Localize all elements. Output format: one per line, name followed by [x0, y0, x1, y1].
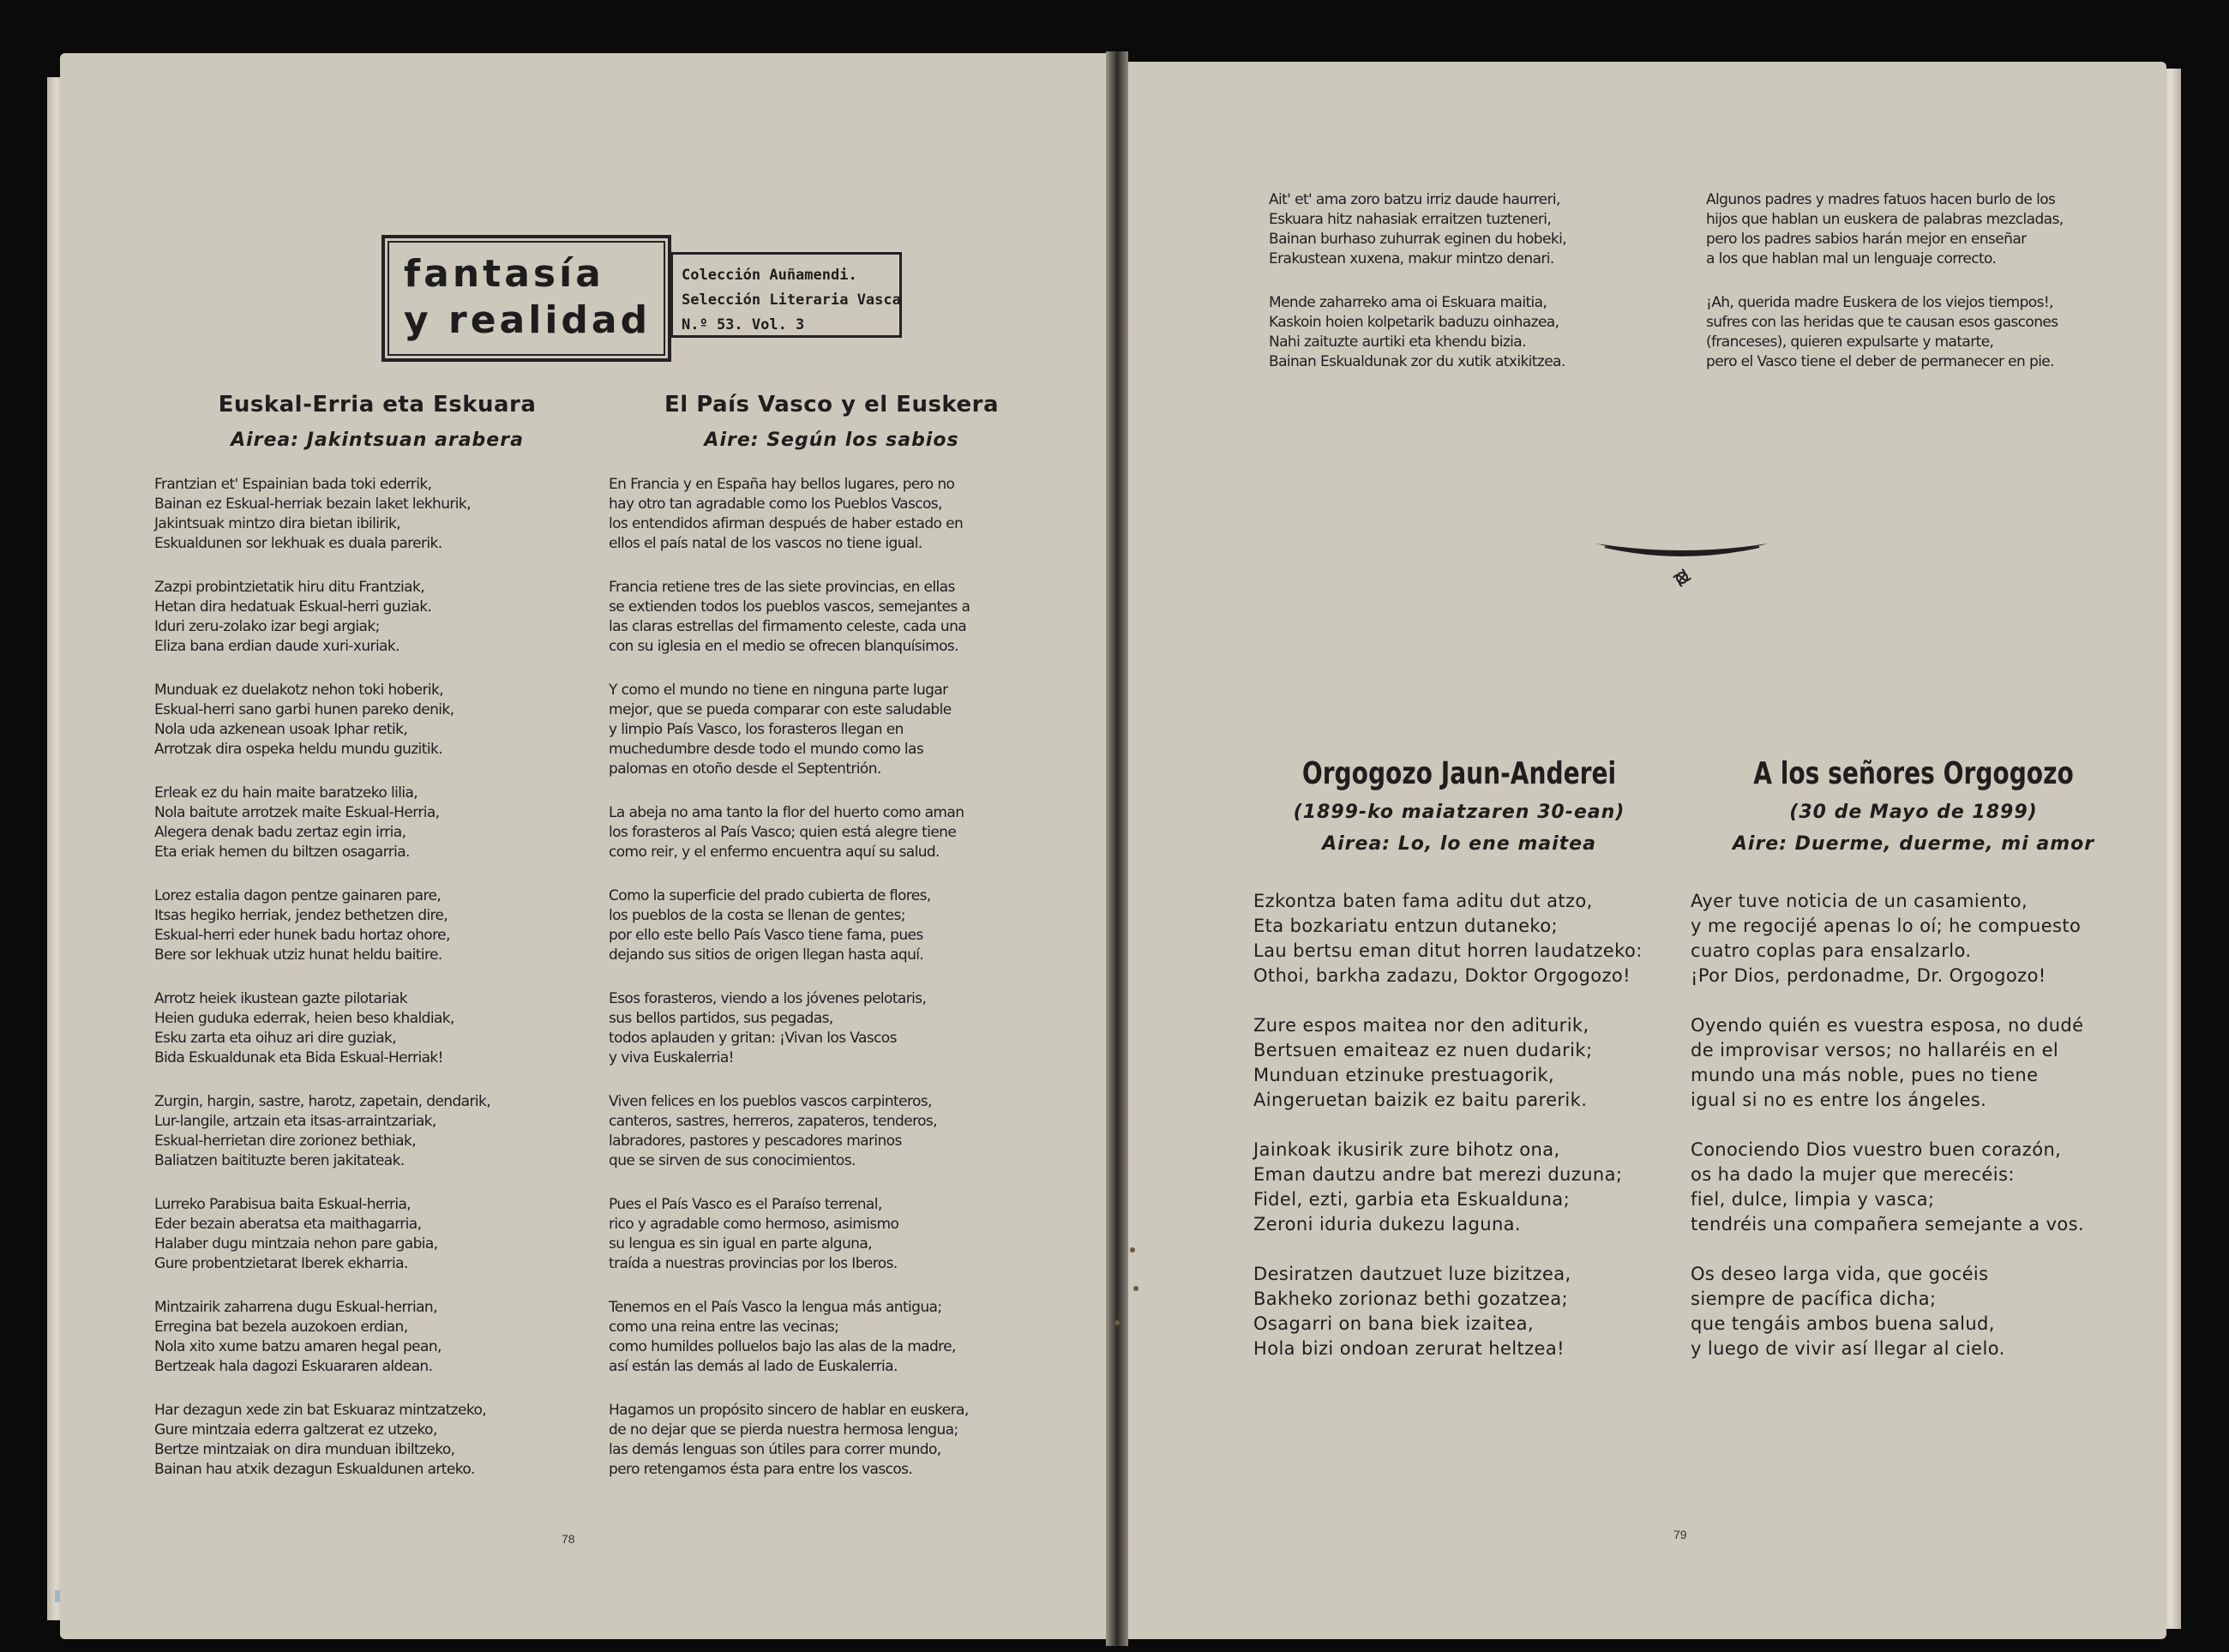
verse-line: a los que hablan mal un lenguaje correcto. [1706, 250, 1997, 267]
verse-line: pero los padres sabios harán mejor en enseñar [1706, 231, 2027, 248]
stanzas [1253, 889, 1665, 1361]
verse-line: Eliza bana erdian daude xuri-xuriak. [154, 638, 400, 655]
verse-line: (franceses), quieren expulsarte y matarte, [1706, 333, 1994, 351]
verse-line: Lur-langile, artzain eta itsas-arraintzariak, [154, 1113, 436, 1130]
verse-line: muchedumbre desde todo el mundo como las [609, 741, 924, 758]
verse-line: Gure probentzietarat Iberek ekharria. [154, 1255, 408, 1272]
verse-line: Halaber dugu mintzaia nehon pare gabia, [154, 1235, 438, 1253]
verse-line: los forasteros al País Vasco; quien está alegre tiene [609, 824, 957, 841]
stanza [154, 681, 600, 760]
poem-column-spanish [1691, 756, 2136, 1386]
stanza [609, 1092, 1054, 1171]
verse-line: Eskual-herrietan dire zorionez bethiak, [154, 1132, 416, 1150]
page-number: 78 [562, 1532, 575, 1546]
verse-line: pero el Vasco tiene el deber de permanecer en pie. [1706, 353, 2054, 370]
masthead-line1: fantasía [404, 252, 604, 296]
verse-line: Nola uda azkenean usoak Iphar retik, [154, 721, 408, 738]
verse-line: Osagarri on bana biek izaitea, [1253, 1313, 1535, 1334]
verse-line: Ait' et' ama zoro batzu irriz daude haurreri, [1269, 191, 1560, 208]
poem-title: El País Vasco y el Euskera [664, 392, 1000, 418]
verse-line: Tenemos en el País Vasco la lengua más antigua; [609, 1299, 942, 1316]
stanza [1269, 293, 1663, 372]
stanza [154, 1401, 600, 1480]
verse-line: Erleak ez du hain maite baratzeko lilia, [154, 784, 418, 802]
verse-line: Oyendo quién es vuestra esposa, no dudé [1691, 1015, 2084, 1036]
verse-line: Nola xito xume batzu amaren hegal pean, [154, 1338, 442, 1355]
verse-line: Bakheko zorionaz bethi gozatzea; [1253, 1289, 1568, 1309]
poem-column-basque [1253, 756, 1665, 1386]
verse-line: Bida Eskualdunak eta Bida Eskual-Herriak! [154, 1049, 443, 1066]
verse-line: Hagamos un propósito sincero de hablar en euskera, [609, 1402, 969, 1419]
verse-line: Bainan hau atxik dezagun Eskualdunen arteko. [154, 1461, 475, 1478]
stanza [609, 989, 1054, 1068]
verse-line: ellos el país natal de los vascos no tiene igual. [609, 535, 922, 552]
stanza [1691, 1138, 2136, 1237]
verse-line: Alegera denak badu zertaz egin irria, [154, 824, 406, 841]
collection-line: N.º 53. Vol. 3 [682, 316, 805, 333]
stanzas [1269, 190, 1663, 372]
stanza [1691, 1013, 2136, 1113]
stanzas [1706, 190, 2118, 372]
verse-line: Arrotzak dira ospeka heldu mundu guzitik. [154, 741, 443, 758]
verse-line: Heien guduka ederrak, heien beso khaldiak, [154, 1010, 454, 1027]
verse-line: por ello este bello País Vasco tiene fama, pues [609, 927, 923, 944]
poem-column-basque [154, 392, 600, 1504]
verse-line: Arrotz heiek ikustean gazte pilotariak [154, 990, 407, 1007]
verse-line: y luego de vivir así llegar al cielo. [1691, 1338, 2005, 1359]
stanza [609, 1195, 1054, 1274]
stanza [1691, 889, 2136, 988]
verse-line: traída a nuestras provincias por los Iberos. [609, 1255, 898, 1272]
verse-line: se extienden todos los pueblos vascos, semejantes a [609, 598, 970, 616]
verse-line: y viva Euskalerria! [609, 1049, 734, 1066]
verse-line: los entendidos afirman después de haber estado en [609, 515, 964, 532]
verse-line: hijos que hablan un euskera de palabras mezcladas, [1706, 211, 2064, 228]
verse-line: que se sirven de sus conocimientos. [609, 1152, 856, 1169]
verse-line: sus bellos partidos, sus pegadas, [609, 1010, 833, 1027]
poem-date: (30 de Mayo de 1899) [1789, 802, 2038, 823]
verse-line: Nola baitute arrotzek maite Eskual-Herria, [154, 804, 440, 821]
verse-line: Eskual-herri eder hunek badu hortaz ohore, [154, 927, 450, 944]
verse-line: tendréis una compañera semejante a vos. [1691, 1214, 2085, 1234]
verse-line: Bertsuen emaiteaz ez nuen dudarik; [1253, 1040, 1593, 1060]
verse-line: Othoi, barkha zadazu, Doktor Orgogozo! [1253, 965, 1631, 986]
masthead-box [382, 235, 671, 362]
stanzas [609, 475, 1054, 1480]
verse-line: Zurgin, hargin, sastre, harotz, zapetain, dendarik, [154, 1093, 491, 1110]
verse-line: Algunos padres y madres fatuos hacen burlo de los [1706, 191, 2056, 208]
page-number: 79 [1673, 1528, 1687, 1541]
poem-air: Aire: Según los sabios [704, 430, 959, 451]
verse-line: sufres con las heridas que te causan esos gascones [1706, 314, 2058, 331]
verse-line: Bainan burhaso zuhurrak eginen du hobeki, [1269, 231, 1567, 248]
verse-line: de no dejar que se pierda nuestra hermosa lengua; [609, 1421, 958, 1439]
verse-line: os ha dado la mujer que merecéis: [1691, 1164, 2015, 1185]
stanza [1706, 190, 2118, 269]
stanza [1706, 293, 2118, 372]
verse-line: Pues el País Vasco es el Paraíso terrenal, [609, 1196, 882, 1213]
verse-line: Desiratzen dautzuet luze bizitzea, [1253, 1264, 1571, 1284]
stanza [154, 578, 600, 657]
verse-line: Francia retiene tres de las siete provincias, en ellas [609, 579, 955, 596]
verse-line: y me regocijé apenas lo oí; he compuesto [1691, 916, 2082, 936]
verse-line: canteros, sastres, herreros, zapateros, tenderos, [609, 1113, 937, 1130]
verse-line: y limpio País Vasco, los forasteros llegan en [609, 721, 904, 738]
verse-line: labradores, pastores y pescadores marinos [609, 1132, 902, 1150]
verse-line: Lurreko Parabisua baita Eskual-herria, [154, 1196, 412, 1213]
verse-line: igual si no es entre los ángeles. [1691, 1090, 1987, 1110]
verse-line: con su iglesia en el medio se ofrecen blanquísimos. [609, 638, 958, 655]
verse-line: Eta bozkariatu entzun dutaneko; [1253, 916, 1558, 936]
verse-line: Lau bertsu eman ditut horren laudatzeko: [1253, 940, 1643, 961]
collection-line: Colección Auñamendi. [682, 267, 857, 284]
verse-line: rico y agradable como hermoso, asimismo [609, 1216, 899, 1233]
verse-line: Har dezagun xede zin bat Eskuaraz mintzatzeko, [154, 1402, 487, 1419]
verse-line: las claras estrellas del firmamento celeste, cada una [609, 618, 967, 635]
stanza [1269, 190, 1663, 269]
stanza [1253, 1262, 1665, 1361]
verse-line: Erakustean xuxena, makur mintzo denari. [1269, 250, 1554, 267]
verse-line: Erregina bat bezela auzokoen erdian, [154, 1319, 408, 1336]
verse-line: ¡Por Dios, perdonadme, Dr. Orgogozo! [1691, 965, 2046, 986]
verse-line: pero retengamos ésta para entre los vascos. [609, 1461, 913, 1478]
verse-line: como una reina entre las vecinas; [609, 1319, 839, 1336]
verse-line: de improvisar versos; no hallaréis en el [1691, 1040, 2059, 1060]
poem-date: (1899-ko maiatzaren 30-ean) [1293, 802, 1625, 823]
collection-line: Selección Literaria Vasca [682, 291, 901, 309]
verse-line: Viven felices en los pueblos vascos carpinteros, [609, 1093, 932, 1110]
verse-line: todos aplauden y gritan: ¡Vivan los Vascos [609, 1030, 897, 1047]
left-page [60, 53, 1114, 1639]
verse-line: Frantzian et' Espainian bada toki ederrik, [154, 476, 432, 493]
verse-line: Ayer tuve noticia de un casamiento, [1691, 891, 2028, 911]
verse-line: Zazpi probintzietatik hiru ditu Frantziak, [154, 579, 425, 596]
verse-line: Baliatzen baitituzte beren jakitateak. [154, 1152, 405, 1169]
verse-line: Os deseo larga vida, que gocéis [1691, 1264, 1989, 1284]
verse-line: En Francia y en España hay bellos lugares, pero no [609, 476, 955, 493]
verse-line: Eta eriak hemen du biltzen osagarria. [154, 844, 410, 861]
stanza [609, 1401, 1054, 1480]
verse-line: Bertzeak hala dagozi Eskuararen aldean. [154, 1358, 433, 1375]
verse-line: Jainkoak ikusirik zure bihotz ona, [1253, 1139, 1560, 1160]
continuation-column-basque [1269, 190, 1663, 396]
verse-line: palomas en otoño desde el Septentrión. [609, 760, 881, 778]
verse-line: Zure espos maitea nor den aditurik, [1253, 1015, 1589, 1036]
verse-line: Kaskoin hoien kolpetarik baduzu oinhazea, [1269, 314, 1559, 331]
verse-line: Aingeruetan baizik ez baitu parerik. [1253, 1090, 1588, 1110]
verse-line: que tengáis ambos buena salud, [1691, 1313, 1995, 1334]
verse-line: Bertze mintzaiak on dira munduan ibiltzeko, [154, 1441, 455, 1458]
masthead-line2: y realidad [404, 298, 652, 342]
verse-line: como humildes polluelos bajo las alas de la madre, [609, 1338, 956, 1355]
verse-line: Hola bizi ondoan zerurat heltzea! [1253, 1338, 1565, 1359]
verse-line: Como la superficie del prado cubierta de flores, [609, 887, 931, 904]
poem-air: Airea: Lo, lo ene maitea [1322, 833, 1596, 855]
verse-line: Y como el mundo no tiene en ninguna parte lugar [609, 682, 948, 699]
verse-line: Zeroni iduria dukezu laguna. [1253, 1214, 1522, 1234]
verse-line: Bainan Eskualdunak zor du xutik atxikitzea. [1269, 353, 1565, 370]
verse-line: Eder bezain aberatsa eta maithagarria, [154, 1216, 422, 1233]
verse-line: siempre de pacífica dicha; [1691, 1289, 1937, 1309]
verse-line: Fidel, ezti, garbia eta Eskualduna; [1253, 1189, 1571, 1210]
paper-stain [1130, 1247, 1135, 1253]
stanza [154, 784, 600, 862]
verse-line: cuatro coplas para ensalzarlo. [1691, 940, 1972, 961]
stanza [1253, 1138, 1665, 1237]
verse-line: Eman dautzu andre bat merezi duzuna; [1253, 1164, 1623, 1185]
verse-line: mundo una más noble, pues no tiene [1691, 1065, 2039, 1085]
verse-line: Eskual-herri sano garbi hunen pareko denik, [154, 701, 454, 718]
stanza [154, 1092, 600, 1171]
poem-title: Euskal-Erria eta Eskuara [218, 392, 537, 418]
stanza [1253, 1013, 1665, 1113]
verse-line: Gure mintzaia ederra galtzerat ez utzeko, [154, 1421, 437, 1439]
paper-stain [1114, 1320, 1120, 1325]
poem-column-spanish [609, 392, 1054, 1504]
ornament-icon [1588, 525, 1776, 602]
stanza [1691, 1262, 2136, 1361]
stanza [1253, 889, 1665, 988]
verse-line: Eskuara hitz nahasiak erraitzen tuzteneri, [1269, 211, 1552, 228]
stanza [154, 1195, 600, 1274]
stanzas [154, 475, 600, 1480]
right-page [1125, 62, 2166, 1639]
verse-line: Conociendo Dios vuestro buen corazón, [1691, 1139, 2062, 1160]
verse-line: Hetan dira hedatuak Eskual-herri guziak. [154, 598, 432, 616]
verse-line: Itsas hegiko herriak, jendez bethetzen dire, [154, 907, 448, 924]
verse-line: así están las demás al lado de Euskalerria. [609, 1358, 898, 1375]
verse-line: mejor, que se pueda comparar con este saludable [609, 701, 952, 718]
verse-line: Lorez estalia dagon pentze gainaren pare, [154, 887, 442, 904]
stanza [609, 475, 1054, 554]
verse-line: La abeja no ama tanto la flor del huerto como aman [609, 804, 964, 821]
verse-line: Munduan etzinuke prestuagorik, [1253, 1065, 1555, 1085]
verse-line: Ezkontza baten fama aditu dut atzo, [1253, 891, 1593, 911]
collection-box [670, 252, 902, 338]
stanza [609, 886, 1054, 965]
continuation-column-spanish [1706, 190, 2118, 396]
poem-air: Airea: Jakintsuan arabera [231, 430, 524, 451]
stanzas [1691, 889, 2136, 1361]
stanza [154, 886, 600, 965]
verse-line: ¡Ah, querida madre Euskera de los viejos tiempos!, [1706, 294, 2053, 311]
verse-line: Munduak ez duelakotz nehon toki hoberik, [154, 682, 444, 699]
verse-line: Mende zaharreko ama oi Eskuara maitia, [1269, 294, 1547, 311]
stanza [154, 989, 600, 1068]
poem-title: A los señores Orgogozo [1753, 756, 2074, 791]
verse-line: dejando sus sitios de origen llegan hasta aquí. [609, 946, 924, 964]
verse-line: su lengua es sin igual en parte alguna, [609, 1235, 872, 1253]
verse-line: Eskualdunen sor lekhuak es duala parerik. [154, 535, 442, 552]
verse-line: las demás lenguas son útiles para correr mundo, [609, 1441, 941, 1458]
stanza [154, 1298, 600, 1377]
spine-gutter [1106, 51, 1128, 1646]
verse-line: Nahi zaituzte aurtiki eta khendu bizia. [1269, 333, 1526, 351]
verse-line: Bainan ez Eskual-herriak bezain laket lekhurik, [154, 496, 471, 513]
poem-title: Orgogozo Jaun-Anderei [1301, 756, 1617, 791]
verse-line: Esku zarta eta oihuz ari dire guziak, [154, 1030, 397, 1047]
stanza [609, 1298, 1054, 1377]
verse-line: Esos forasteros, viendo a los jóvenes pelotaris, [609, 990, 927, 1007]
verse-line: Jakintsuak mintzo dira bietan ibilirik, [154, 515, 400, 532]
verse-line: Bere sor lekhuak utziz hunat heldu baitire. [154, 946, 442, 964]
stanza [609, 578, 1054, 657]
stanza [154, 475, 600, 554]
verse-line: los pueblos de la costa se llenan de gentes; [609, 907, 905, 924]
verse-line: fiel, dulce, limpia y vasca; [1691, 1189, 1935, 1210]
stanza [609, 803, 1054, 862]
poem-air: Aire: Duerme, duerme, mi amor [1732, 833, 2095, 855]
paper-stain [1133, 1286, 1139, 1291]
verse-line: Iduri zeru-zolako izar begi argiak; [154, 618, 380, 635]
verse-line: Mintzairik zaharrena dugu Eskual-herrian, [154, 1299, 437, 1316]
stanza [609, 681, 1054, 779]
verse-line: hay otro tan agradable como los Pueblos Vascos, [609, 496, 942, 513]
verse-line: como reir, y el enfermo encuentra aquí su salud. [609, 844, 940, 861]
